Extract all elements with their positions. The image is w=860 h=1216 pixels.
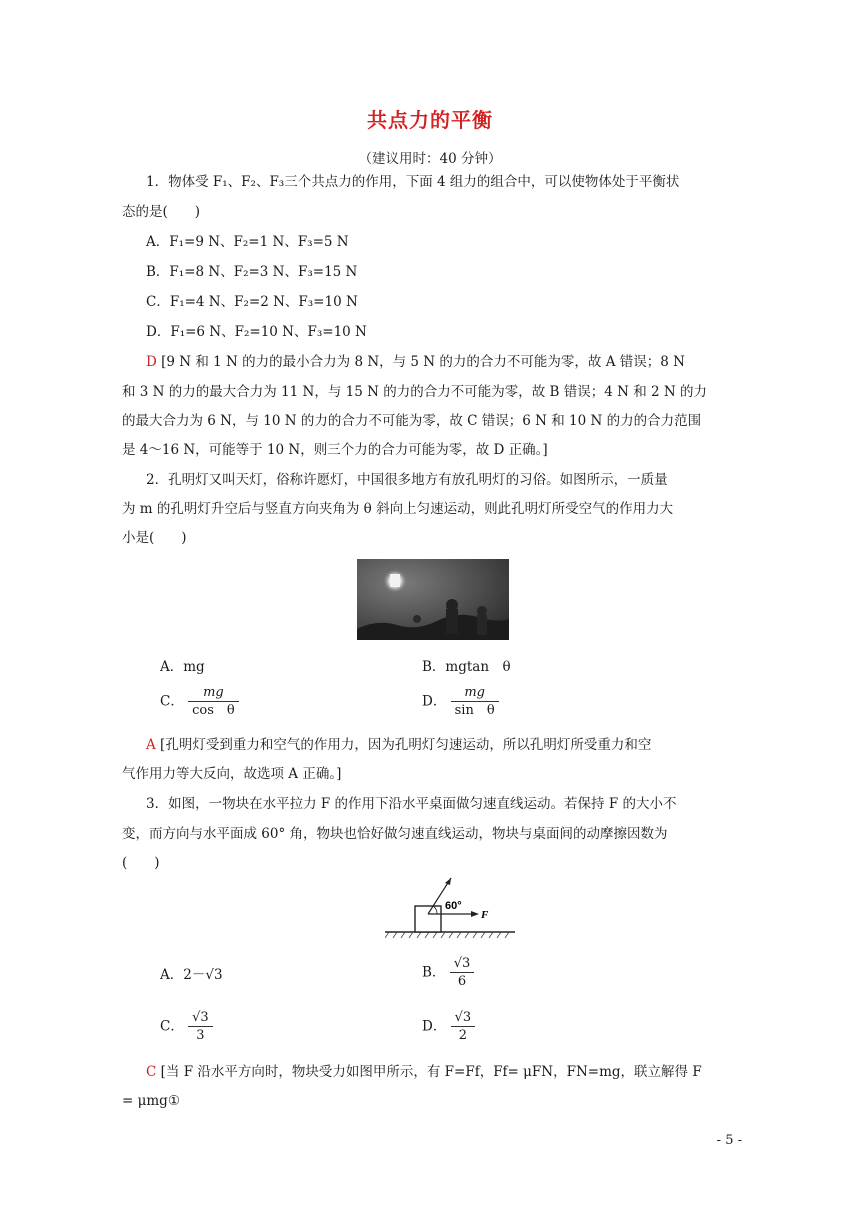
q1-explanation-3: 的最大合力为 6 N，与 10 N 的力的合力不可能为零，故 C 错误；6 N 和 10 N 的力的合力范围 — [122, 413, 702, 429]
q3-option-c-label: C． — [160, 1018, 184, 1035]
q1-stem-line1: 1．物体受 F₁、F₂、F₃三个共点力的作用，下面 4 组力的组合中，可以使物体处于平衡状 — [146, 174, 680, 190]
q3-option-b-denominator: 6 — [457, 974, 467, 989]
q2-answer-letter: A — [146, 737, 156, 753]
sky-lantern-photo — [357, 559, 509, 640]
q2-option-d-denominator: sin θ — [454, 703, 495, 718]
q1-option-b: B．F₁=8 N、F₂=3 N、F₃=15 N — [146, 264, 358, 280]
block-force-diagram — [385, 872, 515, 942]
q3-option-c-numerator: √3 — [188, 1009, 213, 1027]
q3-option-b — [422, 955, 474, 991]
q3-explanation-2: = μmg① — [122, 1093, 180, 1109]
q3-option-d-numerator: √3 — [451, 1009, 476, 1027]
q3-option-a: A．2－√3 — [160, 967, 223, 983]
q2-stem-line3: 小是( ) — [122, 530, 187, 546]
q2-option-c-fraction — [188, 684, 239, 720]
block — [415, 906, 441, 932]
q2-option-c-label: C． — [160, 693, 184, 710]
force-label: F — [481, 909, 489, 921]
angle-label: 60° — [445, 900, 462, 912]
q3-option-d-label: D． — [422, 1018, 447, 1035]
q1-answer-letter: D — [146, 354, 157, 370]
q1-option-d: D．F₁=6 N、F₂=10 N、F₃=10 N — [146, 324, 367, 340]
q2-option-b: B．mgtan θ — [422, 659, 511, 675]
q2-option-c-numerator: mg — [188, 684, 239, 702]
q2-option-a: A．mg — [160, 659, 205, 675]
q1-explanation-4: 是 4～16 N，可能等于 10 N，则三个力的合力可能为零，故 D 正确。] — [122, 442, 548, 458]
q2-option-d-numerator: mg — [451, 684, 499, 702]
q1-answer-line1 — [146, 352, 766, 372]
q3-stem-line1: 3．如图，一物块在水平拉力 F 的作用下沿水平桌面做匀速直线运动。若保持 F 的大小不 — [146, 796, 677, 812]
q2-stem-line2: 为 m 的孔明灯升空后与竖直方向夹角为 θ 斜向上匀速运动，则此孔明灯所受空气的作用力大 — [122, 501, 674, 517]
q2-explanation-1: [孔明灯受到重力和空气的作用力，因为孔明灯匀速运动，所以孔明灯所受重力和空 — [160, 737, 652, 753]
ground-hatching — [385, 932, 509, 938]
suggested-time: （建议用时：40 分钟） — [358, 151, 502, 167]
q3-stem-line3: ( ) — [122, 855, 160, 871]
q2-option-d — [422, 684, 499, 720]
q1-explanation-2: 和 3 N 的力的最大合力为 11 N，与 15 N 的力的合力不可能为零，故 B 错误；4 N 和 2 N 的力 — [122, 384, 707, 400]
q1-explanation-1: [9 N 和 1 N 的力的最小合力为 8 N，与 5 N 的力的合力不可能为零，故 A 错误；8 N — [161, 354, 685, 370]
q2-option-d-fraction — [451, 684, 499, 720]
q3-option-d-fraction — [451, 1009, 476, 1045]
q3-stem-line2: 变，而方向与水平面成 60° 角，物块也恰好做匀速直线运动，物块与桌面间的动摩擦因数为 — [122, 826, 668, 842]
q3-option-d — [422, 1009, 475, 1045]
q2-option-d-label: D． — [422, 693, 447, 710]
q3-option-d-denominator: 2 — [458, 1028, 468, 1043]
q1-option-a: A．F₁=9 N、F₂=1 N、F₃=5 N — [146, 234, 349, 250]
q2-option-c — [160, 684, 239, 720]
q3-explanation-1: [当 F 沿水平方向时，物块受力如图甲所示，有 F=Ff，Ff= μFN，FN=mg，联立解得 F — [160, 1064, 702, 1080]
horizontal-force-arrowhead — [471, 911, 479, 917]
q3-option-b-label: B． — [422, 964, 446, 981]
q1-option-c: C．F₁=4 N、F₂=2 N、F₃=10 N — [146, 294, 358, 310]
q3-answer-letter: C — [146, 1064, 157, 1080]
q1-stem-line2: 态的是( ) — [122, 204, 201, 220]
q2-answer-line1 — [146, 735, 766, 755]
q3-option-c-fraction — [188, 1009, 213, 1045]
q3-option-b-fraction — [450, 955, 475, 991]
page-number: - 5 - — [716, 1133, 742, 1148]
q2-explanation-2: 气作用力等大反向，故选项 A 正确。] — [122, 766, 342, 782]
q3-option-c-denominator: 3 — [196, 1028, 205, 1043]
page-title: 共点力的平衡 — [367, 108, 493, 132]
q3-option-b-numerator: √3 — [450, 955, 475, 973]
q3-option-c — [160, 1009, 213, 1045]
q3-answer-line1 — [146, 1062, 766, 1082]
angled-force-arrowhead — [445, 878, 451, 885]
q2-stem-line1: 2．孔明灯又叫天灯，俗称许愿灯，中国很多地方有放孔明灯的习俗。如图所示，一质量 — [146, 472, 668, 488]
q2-option-c-denominator: cos θ — [192, 703, 235, 718]
